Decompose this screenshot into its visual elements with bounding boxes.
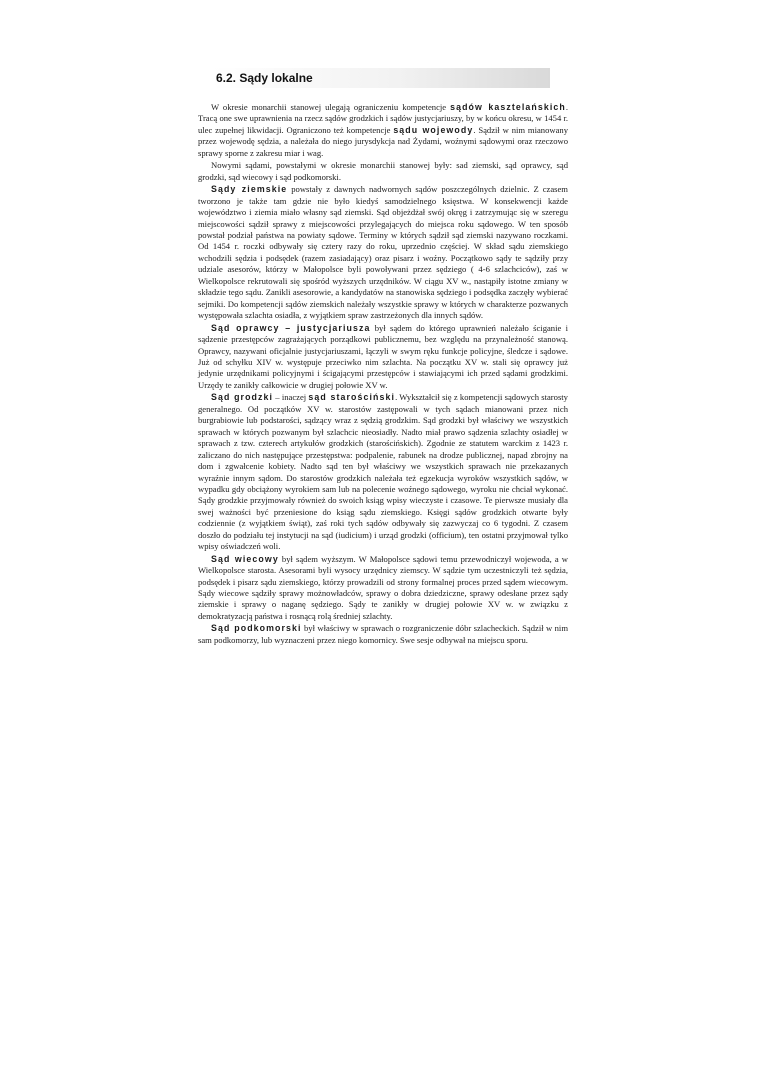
spaced-term: sądów kasztelańskich: [450, 102, 566, 112]
section-number: 6.2.: [216, 71, 237, 85]
spaced-term: Sąd wiecowy: [211, 553, 279, 564]
section-heading: [212, 68, 550, 88]
paragraph-sad-wiecowy: [198, 554, 568, 623]
spaced-term: Sąd oprawcy – justycjariusza: [211, 322, 371, 333]
section-title: Sądy lokalne: [239, 71, 313, 85]
paragraph-text: . Wykształcił się z kompetencji sądowych starosty generalnego. Od początków XV w. starostów zastępowali w tych sądach mianowani przez nich burgrabiowie lub podstarości, sądzący wraz z sędzią grodzkim. Sąd grodzki był właściwy we wszystkich sprawach w których pozwanym był szlachcic nieosiadły. Nadto miał prawo sądzenia szlachty osiadłej w sprawach z tzw. czterech artykułów grodzkich (starościńskich). Zgodnie ze statutem warckim z 1423 r. zaliczano do nich następujące przestępstwa: podpalenie, rabunek na drodze publicznej, napad zbrojny na dom i zgwałcenie kobiety. Nadto sąd ten był właściwy we wszystkich sprawach nie przekazanych wyraźnie innym sądom. Do starostów grodzkich należała też egzekucja wyroków wszystkich sądów, w wypadku gdy obciążony wyrokiem sam lub na polecenie woźnego sądowego, wyroku nie chciał wykonać. Sądy grodzkie przyjmowały również do swoich ksiąg wpisy wieczyste i czasowe. Te pierwsze musiały dla swej ważności być przeniesione do ksiąg sądu ziemskiego. Księgi sądów grodzkich otwarte były codziennie (z wyjątkiem świąt), zaś roki tych sądów odbywały się zazwyczaj co 6 tygodni. Z czasem doszło do podziału tej instytucji na sąd (iudicium) i urząd grodzki (officium), ten ostatni przyjmował tylko wpisy oświadczeń woli.: [198, 392, 568, 552]
paragraph-text: W okresie monarchii stanowej ulegają ograniczeniu kompetencje: [211, 102, 451, 112]
paragraph-sad-podkomorski: [198, 623, 568, 646]
paragraph-text: – inaczej: [273, 392, 309, 403]
paragraph-text: był właściwy w sprawach o rozgraniczenie dóbr szlacheckich. Sądził w nim sam podkomorzy, lub wyznaczeni przez niego komornicy. Swe sesje odbywał na miejscu sporu.: [198, 623, 569, 645]
book-page: [198, 68, 568, 646]
spaced-term: Sąd podkomorski: [211, 623, 302, 634]
paragraph-text: . Sądził w nim mianowany przez wojewodę sędzia, a należała do niego jurysdykcja nad Żydami, woźnymi sądowymi oraz rzeczowo sprawy sporne z zakresu miar i wag.: [198, 124, 568, 158]
paragraph-nowe-sady: [198, 160, 568, 183]
paragraph-kasztelanskie: [198, 102, 568, 159]
spaced-term: Sąd grodzki: [211, 392, 274, 403]
paragraph-text: Nowymi sądami, powstałymi w okresie monarchii stanowej były: sad ziemski, sąd oprawcy, sąd grodzki, sąd wiecowy i sąd podkomorski.: [198, 160, 568, 182]
paragraph-text: . Tracą one swe uprawnienia na rzecz sądów grodzkich i sądów justycjariuszy, by w końcu okresu, w 1454 r. ulec zupełnej likwidacji. Ograniczono też kompetencje: [198, 102, 568, 135]
paragraph-sady-ziemskie: [198, 184, 568, 321]
paragraph-text: był sądem wyższym. W Małopolsce sądowi temu przewodniczył wojewoda, a w Wielkopolsce starosta. Asesorami byli wysocy urzędnicy ziemscy. W sądzie tym uczestniczyli też sędzia, podsędek i pisarz sądu ziemskiego, którzy prowadzili od strony formalnej proces przed sądem wiecowym. Sądy wiecowe sądziły sprawy możnowładców, sprawy o dobra dziedziczne, sprawy odesłane przez sądy ziemskie i sprawy o naganę sędziego. Sądy te zanikły w drugiej połowie XV w. w związku z demokratyzacją państwa i rosnącą rolą średniej szlachty.: [198, 553, 569, 621]
paragraph-text: był sądem do którego uprawnień należało ściganie i sądzenie przestępców zagrażających porządkowi publicznemu, bez względu na przynależność stanową. Oprawcy, nazywani oficjalnie justycjariuszami, łączyli w swym ręku funkcje policyjne, śledcze i sądowe. Już od schyłku XIV w. występuje przeciwko nim szlachta. Na początku XV w. stali się oprawcy już jedynie urzędnikami policyjnymi i ścigającymi przestępców i stawiającymi ich przed sądami grodzkimi. Urzędy te zanikły całkowicie w drugiej połowie XV w.: [198, 322, 568, 390]
paragraph-sad-oprawcy: [198, 323, 568, 392]
paragraph-sad-grodzki: [198, 392, 568, 552]
spaced-term: sąd starościński: [308, 392, 396, 403]
paragraph-text: powstały z dawnych nadwornych sądów poszczególnych dzielnic. Z czasem tworzono je także tam gdzie nie było kiedyś samodzielnego księstwa. W konsekwencji każde województwo i ziemia miało własny sąd ziemski. Sąd objeżdżał swój okręg i zatrzymując się w szeregu miejscowości sądził sprawy z miejscowości przylegających do miejsca roku sądowego. W ten sposób powstał podział państwa na powiaty sądowe. Terminy w których sądził sąd ziemski nazywano roczkami. Od 1454 r. roczki odbywały się cztery razy do roku, uprzednio częściej. W skład sądu ziemskiego wchodzili sędzia i podsędek (razem zasiadający) oraz pisarz i woźny. Początkowo sądy te sądziły przy udziale asesorów, którzy w Małopolsce byli powoływani przez sędziego ( 4-6 szlachciców), zaś w Wielkopolsce rekrutowali się spośród wyższych urzędników. W ciągu XV w., nastąpiły istotne zmiany w składzie tego sądu. Zanikli asesorowie, a kandydatów na stanowiska sędziego i podsędka zaczęły wybierać sejmiki. Do kompetencji sądów ziemskich należały wszystkie sprawy w których w charakterze pozwanych występowała szlachta osiadła, z wyjątkiem spraw zastrzeżonych dla innych sądów.: [198, 184, 568, 321]
spaced-term: sądu wojewody: [393, 124, 474, 135]
spaced-term: Sądy ziemskie: [211, 184, 288, 195]
